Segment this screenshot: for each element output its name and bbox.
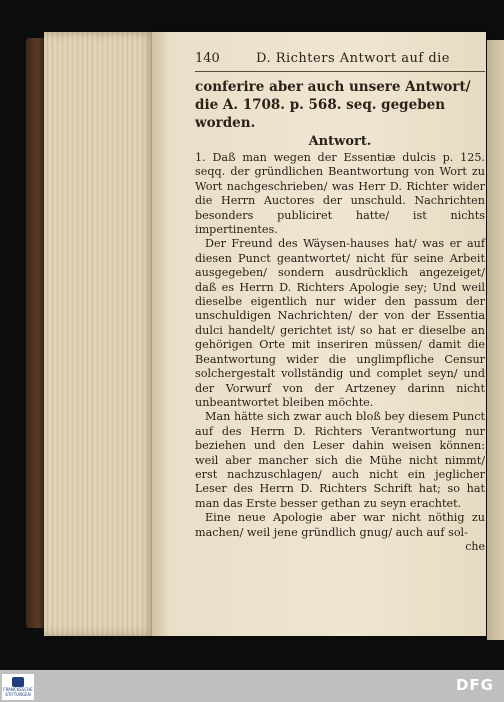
running-head-title: D. Richters Antwort auf die: [255, 51, 450, 66]
page-text: [195, 50, 485, 554]
catchword: che: [465, 539, 485, 553]
page-number: 140: [195, 51, 220, 66]
paragraph: Der Freund des Wäysen-hauses hat/ was er auf diesen Punct geantwortet/ nicht für seine Arbeit ausgegeben/ sondern ausdrücklich angezeiget/ daß es Herrn D. Richters Apologie sey; Und weil dieselbe eigentlich nur wider den passum der unschuldigen Nachrichten/ der von der Essentia dulci handelt/ gerichtet ist/ so hat er dieselbe an gehörigen Orte mit inseriren müssen/ damit die Beantwortung wider die unglimpfliche Censur solchergestalt vollständig und complet seyn/ und der Vorwurf von der Artzeney darinn nicht unbeantwortet bleiben möchte.: [195, 237, 485, 409]
facing-page-edge: [487, 40, 504, 640]
paragraph: 1. Daß man wegen der Essentiæ dulcis p. 125. seqq. der gründlichen Beantwortung von Wort zu Wort nachgeschrieben/ was Herr D. Richter wider die Herrn Auctores der unschuld. Nachrichten besonders publiciret hatte/ ist nichts impertinentes.: [195, 151, 485, 237]
page-stack: [44, 32, 156, 636]
viewer-footer: [0, 670, 504, 702]
answer-heading: Antwort.: [308, 134, 372, 149]
paragraph: Man hätte sich zwar auch bloß bey diesem Punct auf des Herrn D. Richters Verantwortung nur beziehen und den Leser dahin weisen können: weil aber mancher sich die Mühe nicht nimmt/ erst nachzuschlagen/ auch nicht ein jeglicher Leser des Herrn D. Richters Schrift hat; so hat man das Erste besser gethan zu seyn erachtet.: [195, 410, 485, 510]
question-text: conferire aber auch unsere Antwort/ die A. 1708. p. 568. seq. gegeben worden.: [195, 79, 471, 131]
dfg-logo[interactable]: DFG: [455, 676, 494, 694]
logo-mark-icon: [12, 677, 24, 687]
logo-text: FRANCKESCHE STIFTUNGEN: [3, 687, 33, 697]
paragraph: Eine neue Apologie aber war nicht nöthig zu machen/ weil jene gründlich gnug/ auch auf sol-: [195, 511, 485, 539]
book-spine-edge: [26, 38, 46, 628]
running-head: [195, 50, 485, 72]
institution-logo[interactable]: [2, 674, 34, 700]
